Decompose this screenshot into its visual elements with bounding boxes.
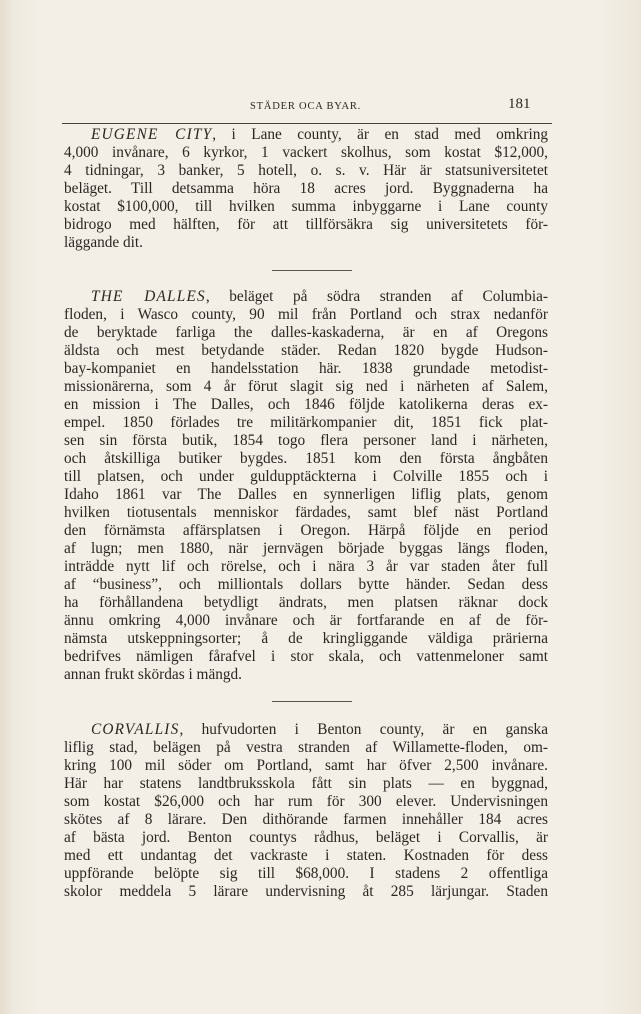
- text-line: nämsta utskeppningsorter; å de kringliggande väldiga prärierna: [64, 630, 548, 647]
- text-line: floden, i Wasco county, 90 mil från Portland och strax nedanför: [64, 306, 548, 323]
- text-line: som kostat $26,000 och har rum för 300 elever. Undervisningen: [64, 793, 548, 810]
- text-line: missionärerna, som 4 år förut slagit sig ned i närheten af Salem,: [64, 378, 548, 395]
- text-line: inträdde nytt lif och rörelse, och i nära 3 år var staden åter full: [64, 558, 548, 575]
- header-rule: [62, 123, 552, 124]
- text-line: en mission i The Dalles, och 1846 följde katolikerna deras ex-: [64, 396, 548, 413]
- text-line: läggande dit.: [64, 234, 144, 251]
- text-line: till platsen, och under guldupptäckterna i Colville 1855 och i: [64, 468, 548, 485]
- text-line: empel. 1850 förlades tre militärkompanier dit, 1851 fick plat-: [64, 414, 548, 431]
- text-line: med ett undantag det vackraste i staten. Kostnaden för dess: [64, 847, 548, 864]
- text-line: de beryktade farliga the dalles-kaskaderna, är en af Oregons: [64, 324, 548, 341]
- text-line: skötes af 8 lärare. Den dithörande farmen innehåller 184 acres: [64, 811, 548, 828]
- text-line: af bästa jord. Benton countys rådhus, beläget i Corvallis, är: [64, 829, 548, 846]
- text-line: EUGENE CITY, i Lane county, är en stad med omkring: [91, 126, 548, 143]
- text-line: skolor meddela 5 lärare undervisning åt 285 lärjungar. Staden: [64, 883, 548, 900]
- text-line: liflig stad, belägen på vestra stranden af Willamette-floden, om-: [64, 739, 548, 756]
- text-line: sen sin första butik, 1854 togo flera personer land i närheten,: [64, 432, 548, 449]
- text-line: bedrifves nämligen fårafvel i stor skala, och vattenmeloner samt: [64, 648, 548, 665]
- text-line: kring 100 mil söder om Portland, samt har öfver 2,500 invånare.: [64, 757, 548, 774]
- section-corvallis: [64, 721, 548, 901]
- text-line: Idaho 1861 var The Dalles en synnerligen liflig plats, genom: [64, 486, 548, 503]
- place-name: CORVALLIS: [91, 721, 180, 738]
- text-line: och åtskilliga butiker bygdes. 1851 kom den första ångbåten: [64, 450, 548, 467]
- place-name: EUGENE CITY: [91, 126, 213, 143]
- page-header: [0, 96, 641, 116]
- text-line: bay-kompaniet en handelsstation här. 1838 grundade metodist-: [64, 360, 548, 377]
- text-line: kostat $100,000, till hvilken summa inbyggarne i Lane county: [64, 198, 548, 215]
- running-head: STÄDER OCA BYAR.: [250, 101, 362, 112]
- text-line: beläget. Till detsamma höra 18 acres jord. Byggnaderna ha: [64, 180, 548, 197]
- text-line: CORVALLIS, hufvudorten i Benton county, är en ganska: [91, 721, 548, 738]
- section-eugene-city: [64, 126, 548, 252]
- text-line: THE DALLES, beläget på södra stranden af Columbia-: [91, 288, 548, 305]
- text-line: 4,000 invånare, 6 kyrkor, 1 vackert skolhus, som kostat $12,000,: [64, 144, 548, 161]
- section-separator: [272, 701, 352, 702]
- text-line: den förnämsta affärsplatsen i Oregon. Härpå följde en period: [64, 522, 548, 539]
- section-separator: [272, 270, 352, 271]
- text-line: annan frukt skördas i mängd.: [64, 666, 242, 683]
- text-line: ännu omkring 4,000 invånare och är fortfarande en af de för-: [64, 612, 548, 629]
- section-the-dalles: [64, 288, 548, 684]
- place-name: THE DALLES: [91, 288, 206, 305]
- text-line: äldsta och mest betydande städer. Redan 1820 bygde Hudson-: [64, 342, 548, 359]
- text-line: ha förhållandena betydligt ändrats, men platsen räknar dock: [64, 594, 548, 611]
- text-line: uppförande belöpte sig till $68,000. I stadens 2 offentliga: [64, 865, 548, 882]
- text-line: 4 tidningar, 3 banker, 5 hotell, o. s. v. Här är statsuniversitetet: [64, 162, 548, 179]
- text-line: bidrogo med hälften, för att tillförsäkra sig universitetets för-: [64, 216, 548, 233]
- text-line: Här har statens landtbruksskola fått sin plats — en byggnad,: [64, 775, 548, 792]
- text-line: af “business”, och milliontals dollars bytte händer. Sedan dess: [64, 576, 548, 593]
- text-line: af lugn; men 1880, när jernvägen började byggas längs floden,: [64, 540, 548, 557]
- page-number: 181: [508, 96, 531, 112]
- text-line: hvilken tiotusentals menniskor färdades, samt blef näst Portland: [64, 504, 548, 521]
